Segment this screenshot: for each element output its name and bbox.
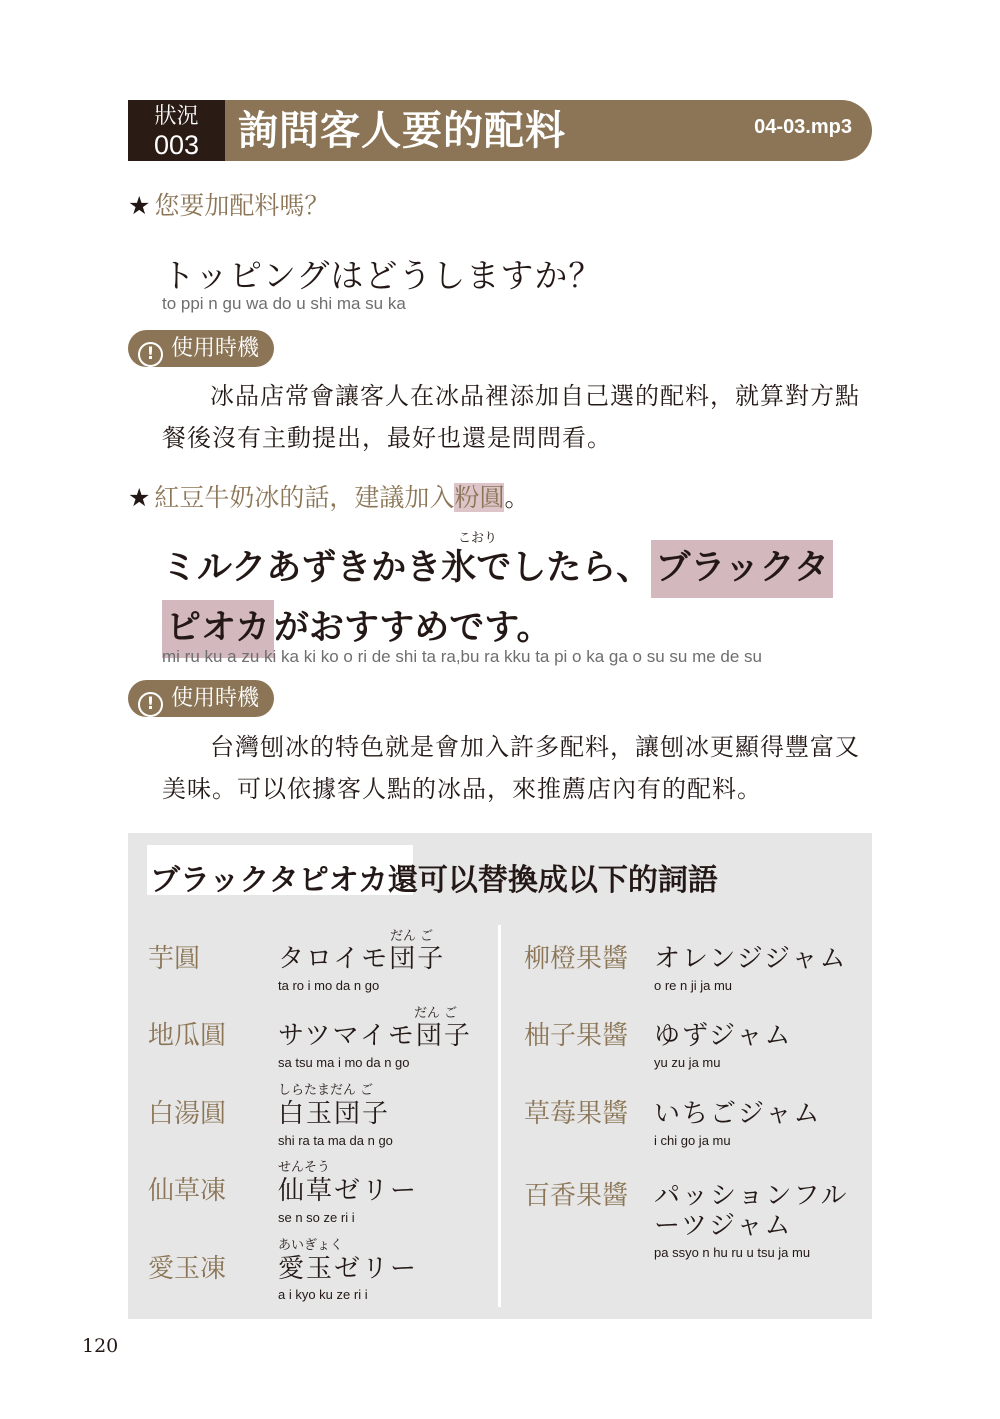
vocab-left-5-chinese: 愛玉凍 <box>148 1254 227 1284</box>
highlighted-term: ピオカ <box>162 600 274 658</box>
highlighted-term: 粉圓 <box>454 483 505 512</box>
vocab-right-1-romaji: o re n ji ja mu <box>654 978 733 993</box>
vocab-right-4-chinese: 百香果醬 <box>524 1181 629 1211</box>
usage-text-1: 冰品店常會讓客人在冰品裡添加自己選的配料，就算對方點 餐後沒有主動提出，最好也還是問問看。 <box>162 382 860 452</box>
situation-header <box>128 100 872 161</box>
vocab-left-3-romaji: shi ra ta ma da n go <box>278 1133 393 1148</box>
phrase-1-japanese: トッピングはどうしますか？ <box>162 256 603 295</box>
vocab-right-3-chinese: 草莓果醬 <box>524 1099 629 1129</box>
situation-number: 003 <box>153 130 200 160</box>
vocab-right-1-japanese: オレンジジャム <box>654 944 848 974</box>
vocab-left-3-ruby: しらたまだん ご <box>278 1083 374 1098</box>
vocabulary-title: ブラックタピオカ還可以替換成以下的詞語 <box>150 863 718 898</box>
exclamation-icon: ! <box>138 342 163 367</box>
usage-badge-1: ! 使用時機 <box>128 330 274 367</box>
vocab-right-2-japanese: ゆずジャム <box>654 1021 793 1051</box>
vocab-left-2-chinese: 地瓜圓 <box>148 1021 227 1051</box>
vocab-right-2-romaji: yu zu ja mu <box>654 1055 721 1070</box>
highlighted-term: ブラックタ <box>651 540 833 598</box>
vocab-right-4-japanese-line1: パッションフル <box>654 1181 849 1211</box>
usage-text-2: 台灣刨冰的特色就是會加入許多配料，讓刨冰更顯得豐富又 美味。可以依據客人點的冰品，來推薦店內有的配料。 <box>162 733 860 803</box>
vocab-right-4-romaji: pa ssyo n hu ru u tsu ja mu <box>654 1245 811 1260</box>
star-icon: ★ <box>128 483 151 512</box>
vocab-left-1-chinese: 芋圓 <box>148 944 201 974</box>
exclamation-icon: ! <box>138 692 163 717</box>
vocab-left-1-romaji: ta ro i mo da n go <box>278 978 380 993</box>
situation-label: 狀況 <box>154 104 199 129</box>
usage-badge-2: ! 使用時機 <box>128 680 274 717</box>
vocab-left-2-japanese: サツマイモ団子 <box>278 1021 472 1051</box>
ruby-annotation: こおり <box>458 531 498 546</box>
vocab-left-4-japanese: 仙草ゼリー <box>278 1176 419 1206</box>
phrase-2-japanese-line1: ミルクあずきかき氷でしたら、 ブラックタ <box>162 540 833 590</box>
column-divider <box>498 925 501 1307</box>
vocab-right-2-chinese: 柚子果醬 <box>524 1021 629 1051</box>
vocab-left-5-ruby: あいぎょく <box>278 1238 344 1253</box>
phrase-2-japanese-line2: ピオカ がおすすめです。 <box>162 600 552 650</box>
vocab-left-2-ruby: だん ご <box>414 1006 458 1021</box>
phrase-2-chinese: ★ 紅豆牛奶冰的話，建議加入粉圓。 <box>128 483 530 512</box>
situation-title: 詢問客人要的配料 <box>238 108 566 154</box>
vocab-right-1-chinese: 柳橙果醬 <box>524 944 629 974</box>
vocab-left-1-japanese: タロイモ団子 <box>278 944 446 974</box>
phrase-1-romaji: to ppi n gu wa do u shi ma su ka <box>162 294 406 313</box>
phrase-2-romaji: mi ru ku a zu ki ka ki ko o ri de shi ta ra,bu ra kku ta pi o ka ga o su su me de su <box>162 647 763 666</box>
situation-badge <box>128 100 225 161</box>
vocab-right-3-japanese: いちごジャム <box>654 1099 822 1129</box>
vocab-left-3-japanese: 白玉団子 <box>278 1099 391 1129</box>
phrase-1-chinese: ★ 您要加配料嗎？ <box>128 191 330 220</box>
vocab-right-3-romaji: i chi go ja mu <box>654 1133 731 1148</box>
audio-track-label: 04-03.mp3 <box>754 116 852 138</box>
vocab-left-5-japanese: 愛玉ゼリー <box>278 1254 419 1284</box>
vocab-left-4-ruby: せんそう <box>278 1160 331 1175</box>
vocab-left-5-romaji: a i kyo ku ze ri i <box>278 1287 368 1302</box>
vocab-left-3-chinese: 白湯圓 <box>148 1099 227 1129</box>
vocab-left-4-chinese: 仙草凍 <box>148 1176 227 1206</box>
star-icon: ★ <box>128 191 151 220</box>
vocab-right-4-japanese-line2: ーツジャム <box>654 1211 793 1241</box>
vocab-left-4-romaji: se n so ze ri i <box>278 1210 355 1225</box>
page-number: 120 <box>82 1335 119 1357</box>
vocab-left-2-romaji: sa tsu ma i mo da n go <box>278 1055 410 1070</box>
vocab-left-1-ruby: だん ご <box>390 929 434 944</box>
